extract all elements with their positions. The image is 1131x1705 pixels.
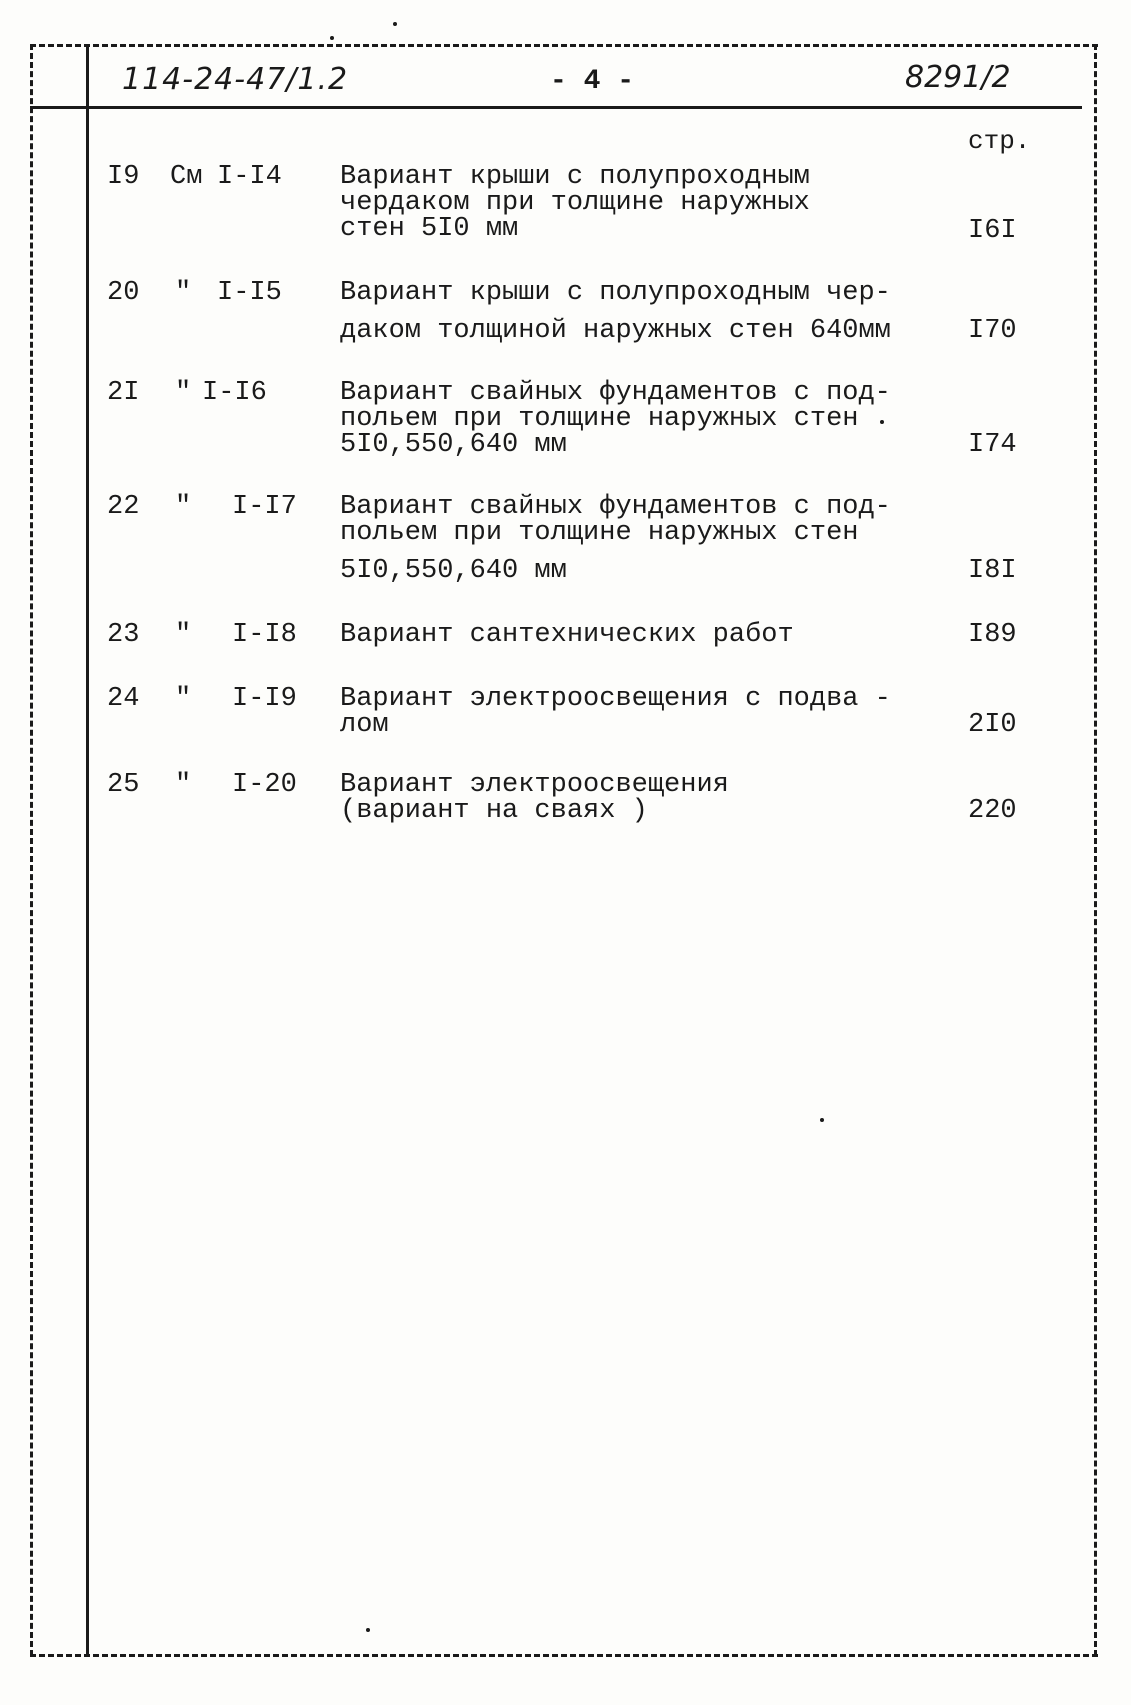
entry-page: I74 [968, 430, 1017, 460]
entry-reference: I-I6 [202, 378, 267, 408]
entry-reference: I-I4 [217, 162, 282, 192]
frame-left-border [30, 44, 33, 1656]
entry-title [340, 378, 891, 460]
frame-top-border [30, 44, 1098, 47]
entry-reference: I-I8 [232, 620, 297, 650]
entry-title [340, 164, 880, 242]
entry-title [340, 278, 891, 346]
entry-page: 2I0 [968, 710, 1017, 740]
document-code: 114-24-47/1.2 [122, 62, 349, 97]
entry-title-line: Вариант сантехнических работ [340, 620, 794, 650]
entry-title-line: польем при толщине наружных стен [340, 404, 859, 434]
entry-title-line: даком толщиной наружных стен 640мм [340, 316, 891, 346]
entry-reference: I-I5 [217, 278, 282, 308]
entry-title-line: Вариант электроосвещения [340, 770, 729, 800]
entry-mark: " [175, 492, 192, 522]
frame-bottom-border [30, 1654, 1098, 1657]
entry-reference: I-I9 [232, 684, 297, 714]
entry-page: 220 [968, 796, 1017, 826]
page-marker: - 4 - [550, 66, 635, 97]
entry-page: I70 [968, 316, 1017, 346]
entry-title-line: Вариант электроосвещения с подва - [340, 684, 891, 714]
entry-title-line: польем при толщине наружных стен [340, 518, 859, 548]
entry-title [340, 622, 880, 648]
scan-speck [393, 22, 397, 26]
entry-title-line: 5I0,550,640 мм [340, 430, 567, 460]
entry-mark: " [175, 278, 192, 308]
entry-mark: " [175, 770, 192, 800]
entry-mark: " [175, 620, 192, 650]
entry-number: 24 [107, 684, 140, 714]
entry-title-line: (вариант на сваях ) [340, 796, 648, 826]
entry-title-line: Вариант свайных фундаментов с под- [340, 378, 891, 408]
entry-reference: I-20 [232, 770, 297, 800]
entry-title [340, 772, 880, 824]
scan-speck [880, 420, 884, 424]
entry-title [340, 492, 891, 586]
page-column-label: стр. [968, 126, 1031, 156]
scan-speck [820, 1118, 824, 1122]
entry-number: 2I [107, 378, 140, 408]
entry-title-line: Вариант крыши с полупроходным чер- [340, 278, 891, 308]
entry-page: I89 [968, 620, 1017, 650]
entry-number: 22 [107, 492, 140, 522]
entry-title-line: Вариант свайных фундаментов с под- [340, 492, 891, 522]
entry-title-line: лом [340, 710, 389, 740]
header-divider [30, 106, 1082, 109]
entry-title [340, 684, 891, 740]
scan-speck [366, 1628, 370, 1632]
entry-number: I9 [107, 162, 140, 192]
entry-title-line: Вариант крыши с полупроходным [340, 162, 810, 192]
document-number: 8291/2 [905, 60, 1011, 95]
entry-title-line: 5I0,550,640 мм [340, 556, 567, 586]
entry-number: 25 [107, 770, 140, 800]
scan-speck [330, 36, 334, 40]
margin-line [86, 44, 89, 1656]
entry-title-line: чердаком при толщине наружных [340, 188, 810, 218]
entry-title-line: стен 5I0 мм [340, 214, 519, 244]
entry-page: I8I [968, 556, 1017, 586]
entry-reference: I-I7 [232, 492, 297, 522]
entry-page: I6I [968, 216, 1017, 246]
frame-right-border [1094, 44, 1097, 1656]
entry-number: 23 [107, 620, 140, 650]
entry-mark: См [170, 162, 203, 192]
entry-mark: " [175, 684, 192, 714]
entry-number: 20 [107, 278, 140, 308]
entry-mark: " [175, 378, 192, 408]
